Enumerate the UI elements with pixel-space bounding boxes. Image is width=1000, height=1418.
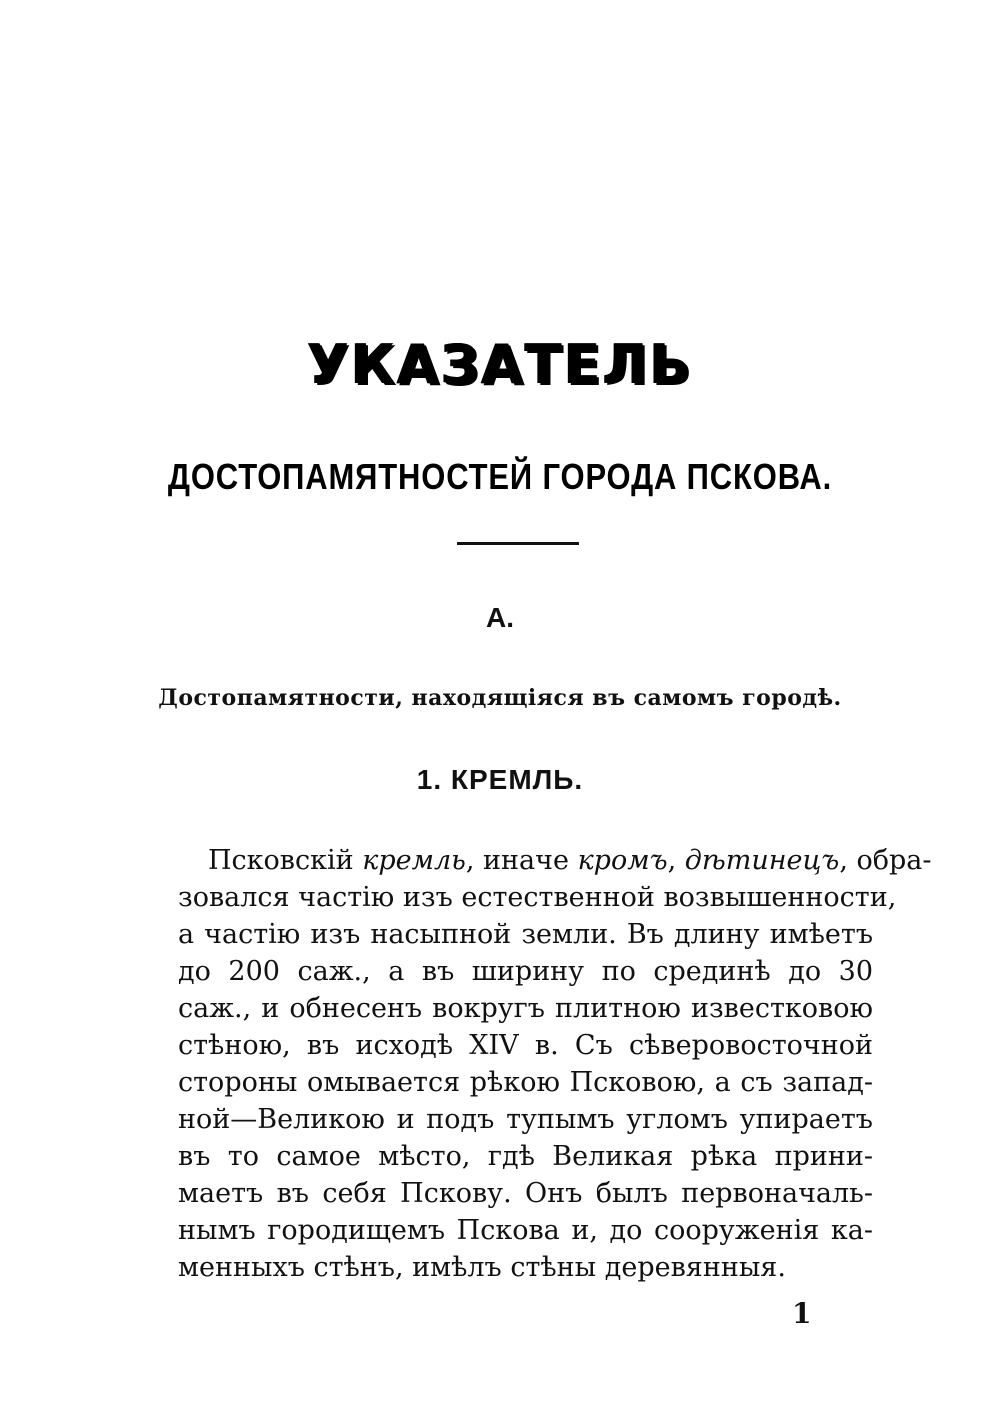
section-letter: А. bbox=[486, 602, 514, 633]
italic-term: кремль bbox=[362, 845, 466, 876]
text-run: , иначе bbox=[465, 845, 578, 876]
text-run: Псковскій bbox=[208, 845, 363, 876]
text-run: , обра- bbox=[839, 845, 932, 876]
section-heading: Достопамятности, находящіяся въ самомъ городѣ. bbox=[158, 685, 842, 711]
page-subtitle: ДОСТОПАМЯТНОСТЕЙ ГОРОДА ПСКОВА. bbox=[167, 456, 833, 497]
title-divider bbox=[457, 542, 579, 545]
paragraph-line: саж., и обнесенъ вокругъ плитною известковою bbox=[178, 993, 873, 1024]
paragraph-line: до 200 саж., а въ ширину по срединѣ до 30 bbox=[178, 956, 873, 987]
paragraph-line bbox=[178, 842, 932, 879]
paragraph-line: стѣною, въ исходѣ XIV в. Съ сѣверовосточной bbox=[178, 1030, 873, 1061]
page-title: УКАЗАТЕЛЬ bbox=[307, 333, 693, 396]
paragraph-line: стороны омывается рѣкою Псковою, а съ запад- bbox=[178, 1067, 873, 1098]
italic-term: дѣтинецъ bbox=[684, 845, 840, 876]
paragraph-line: а частію изъ насыпной земли. Въ длину имѣетъ bbox=[178, 919, 873, 950]
italic-term: кромъ bbox=[577, 845, 668, 876]
paragraph-line: ной—Великою и подъ тупымъ угломъ упираетъ bbox=[178, 1104, 873, 1135]
text-run: , bbox=[667, 845, 685, 876]
paragraph-line: маетъ въ себя Пскову. Онъ былъ первоначаль- bbox=[178, 1178, 873, 1209]
paragraph-line: зовался частію изъ естественной возвышенности, bbox=[178, 882, 897, 913]
paragraph-line: въ то самое мѣсто, гдѣ Великая рѣка прини- bbox=[178, 1141, 873, 1172]
chapter-heading: 1. КРЕМЛЬ. bbox=[416, 764, 584, 795]
paragraph-line: нымъ городищемъ Пскова и, до сооруженія ка- bbox=[178, 1215, 873, 1246]
body-paragraph bbox=[178, 842, 932, 1286]
paragraph-line: менныхъ стѣнъ, имѣлъ стѣны деревянныя. bbox=[178, 1252, 786, 1283]
page-number: 1 bbox=[792, 1297, 812, 1330]
